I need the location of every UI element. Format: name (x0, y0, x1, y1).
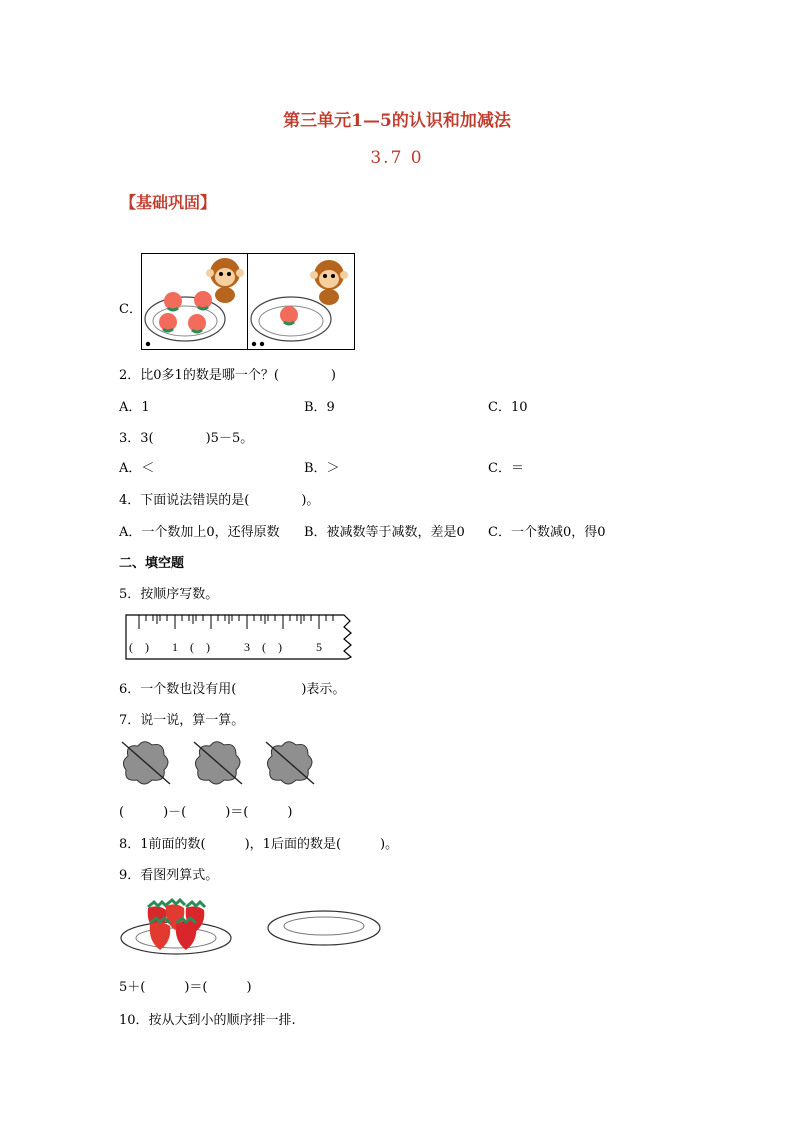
q9-picture (120, 898, 382, 958)
q3-option-a[interactable]: A．＜ (119, 461, 155, 476)
peach-icon (159, 313, 177, 331)
monkey-icon (310, 260, 348, 305)
ruler-label: 1 (172, 640, 178, 654)
q2-option-b[interactable]: B．9 (304, 400, 335, 415)
ruler-label: 3 (244, 640, 250, 654)
ruler-label: ( ) (262, 640, 282, 654)
peach-icon (280, 306, 298, 324)
q4-option-b[interactable]: B．被减数等于减数，差是0 (304, 525, 465, 540)
q4-option-c[interactable]: C．一个数减0，得0 (488, 525, 606, 540)
leaf-icon (266, 742, 314, 784)
plate-icon (268, 911, 380, 945)
q5-stem: 5．按顺序写数。 (119, 587, 219, 602)
peach-icon (188, 314, 206, 332)
ruler (125, 613, 355, 661)
section-basic-heading: 【基础巩固】 (120, 193, 217, 212)
q7-stem: 7．说一说，算一算。 (119, 713, 245, 728)
q6-stem: 6．一个数也没有用( )表示。 (119, 682, 346, 697)
q3-option-b[interactable]: B．＞ (304, 461, 340, 476)
q2-option-a[interactable]: A．1 (119, 400, 150, 415)
ruler-label: ( ) (129, 640, 149, 654)
plate-icon (145, 297, 225, 341)
peach-icon (194, 291, 212, 309)
ruler-label: 5 (316, 640, 322, 654)
q4-option-a[interactable]: A．一个数加上0，还得原数 (119, 525, 280, 540)
q1-option-c-label: C． (119, 302, 142, 317)
section-fill-heading: 二、填空题 (119, 556, 185, 571)
q2-stem: 2．比0多1的数是哪一个？( ) (119, 368, 336, 383)
q3-stem: 3．3( )5－5。 (119, 431, 254, 446)
lesson-number: 3.7 0 (370, 148, 424, 168)
monkey-icon (206, 258, 244, 303)
leaf-icon (194, 742, 242, 784)
q1-picture (141, 253, 356, 351)
ruler-label: ( ) (190, 640, 210, 654)
q4-stem: 4．下面说法错误的是( )。 (119, 493, 320, 508)
page-title: 第三单元1—5的认识和加减法 (283, 111, 511, 131)
q7-picture (120, 738, 330, 788)
q10-stem: 10．按从大到小的顺序排一排. (119, 1013, 296, 1028)
leaf-icon (122, 742, 170, 784)
q3-option-c[interactable]: C．＝ (488, 461, 524, 476)
q9-formula[interactable]: 5＋( )＝( ) (119, 980, 252, 995)
q7-formula[interactable]: ( )－( )＝( ) (119, 805, 293, 820)
q2-option-c[interactable]: C．10 (488, 400, 528, 415)
q8-stem: 8．1前面的数( )，1后面的数是( )。 (119, 837, 399, 852)
peach-icon (164, 292, 182, 310)
q9-stem: 9．看图列算式。 (119, 868, 219, 883)
